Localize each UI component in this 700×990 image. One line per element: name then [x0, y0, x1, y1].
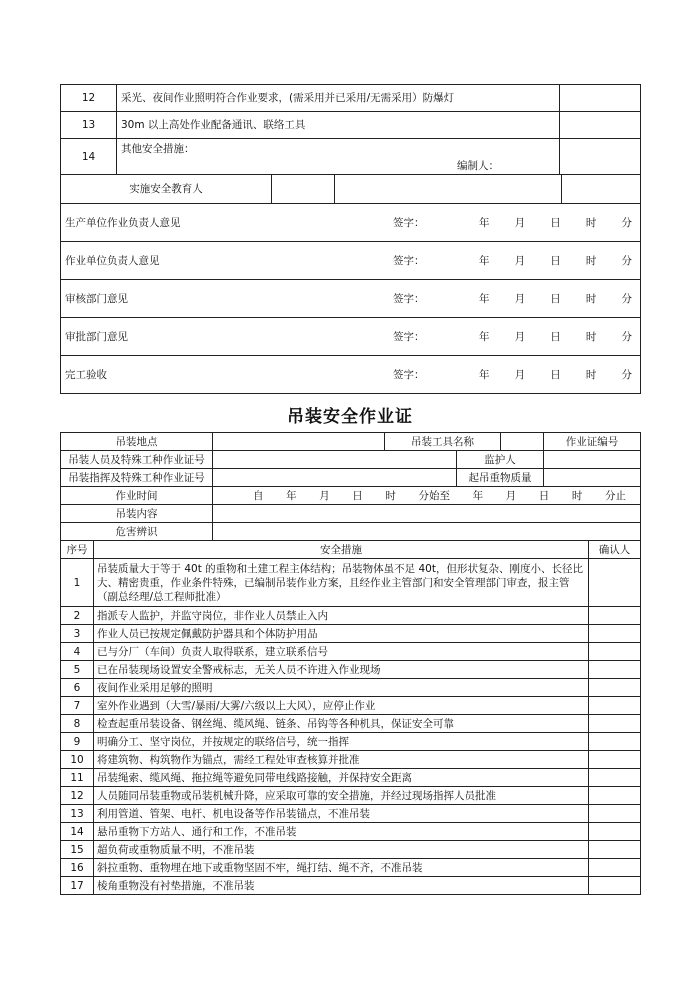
confirm-cell[interactable] [560, 112, 641, 139]
form-row-commander [61, 469, 641, 487]
row-number: 13 [61, 805, 94, 823]
confirm-cell[interactable] [589, 769, 641, 787]
row-number: 10 [61, 751, 94, 769]
personnel-label: 吊装人员及特殊工种作业证号 [61, 451, 213, 469]
measure-row-13 [61, 112, 641, 139]
confirm-cell[interactable] [589, 787, 641, 805]
form-row-hazard [61, 523, 641, 541]
measure-text: 已在吊装现场设置安全警戒标志，无关人员不许进入作业现场 [94, 661, 589, 679]
date-units: 年 月 日 时 分 [479, 330, 632, 343]
row-number: 14 [61, 823, 94, 841]
row-number: 2 [61, 607, 94, 625]
row-number: 7 [61, 697, 94, 715]
sign-row-approval [61, 318, 641, 356]
measure-text: 人员随同吊装重物或吊装机械升降，应采取可靠的安全措施，并经过现场指挥人员批准 [94, 787, 589, 805]
date-units: 年 月 日 时 分 [479, 368, 632, 381]
row-number: 15 [61, 841, 94, 859]
page-title: 吊装安全作业证 [287, 407, 413, 427]
confirm-cell[interactable] [589, 841, 641, 859]
measure-text: 吊装质量大于等于 40t 的重物和土建工程主体结构；吊装物体虽不足 40t，但形状复杂、刚度小、长径比大、精密贵重，作业条件特殊，已编制吊装作业方案，且经作业主管部门和安全管理部门审查，报主管（副总经理/总工程师批准） [94, 559, 589, 607]
row-number: 8 [61, 715, 94, 733]
guardian-field[interactable] [544, 451, 641, 469]
measures-header-row [61, 541, 641, 559]
measure-row-14 [61, 139, 641, 175]
educator-field-3[interactable] [562, 175, 640, 203]
measure-text: 作业人员已按规定佩戴防护器具和个体防护用品 [94, 625, 589, 643]
confirm-cell[interactable] [589, 751, 641, 769]
weight-field[interactable] [544, 469, 641, 487]
sign-row-label: 审批部门意见 [65, 330, 128, 343]
table-row [61, 607, 641, 625]
measure-text: 吊装绳索、缆风绳、拖拉绳等避免同带电线路接触，并保持安全距离 [94, 769, 589, 787]
row-number: 11 [61, 769, 94, 787]
table-row [61, 823, 641, 841]
signature-field[interactable]: 签字： [393, 368, 425, 381]
row-number: 9 [61, 733, 94, 751]
hazard-label: 危害辨识 [61, 523, 213, 541]
educator-field-2[interactable] [335, 175, 562, 203]
confirm-cell[interactable] [589, 877, 641, 895]
measure-text: 夜间作业采用足够的照明 [94, 679, 589, 697]
table-row [61, 751, 641, 769]
signature-field[interactable]: 签字： [393, 330, 425, 343]
row-number: 3 [61, 625, 94, 643]
table-row [61, 715, 641, 733]
row-number: 13 [61, 112, 117, 139]
header-no: 序号 [61, 541, 94, 559]
compiler-label: 编制人： [457, 160, 499, 172]
top-permit-table [60, 84, 641, 394]
time-field[interactable]: 自 年 月 日 时 分始至 年 月 日 时 分止 [213, 487, 641, 505]
confirm-cell[interactable] [560, 85, 641, 112]
table-row [61, 769, 641, 787]
sign-row-review [61, 280, 641, 318]
measure-text: 斜拉重物、重物埋在地下或重物坚固不牢，绳打结、绳不齐，不准吊装 [94, 859, 589, 877]
measure-text: 利用管道、管架、电杆、机电设备等作吊装锚点，不准吊装 [94, 805, 589, 823]
measure-text: 明确分工、坚守岗位，并按规定的联络信号，统一指挥 [94, 733, 589, 751]
guardian-label: 监护人 [457, 451, 544, 469]
row-number: 5 [61, 661, 94, 679]
measure-text: 指派专人监护，并监守岗位，非作业人员禁止入内 [94, 607, 589, 625]
row-number: 14 [61, 139, 117, 175]
educator-label: 实施安全教育人 [61, 175, 272, 203]
weight-label: 起吊重物质量 [457, 469, 544, 487]
measure-text: 将建筑物、构筑物作为锚点，需经工程处审查核算并批准 [94, 751, 589, 769]
measure-row-12 [61, 85, 641, 112]
table-row [61, 643, 641, 661]
confirm-cell[interactable] [560, 139, 641, 175]
permit-no-label: 作业证编号 [544, 433, 641, 451]
tool-label: 吊装工具名称 [385, 433, 501, 451]
form-row-time [61, 487, 641, 505]
header-confirm: 确认人 [589, 541, 641, 559]
confirm-cell[interactable] [589, 679, 641, 697]
table-row [61, 625, 641, 643]
commander-label: 吊装指挥及特殊工种作业证号 [61, 469, 213, 487]
measure-text: 检查起重吊装设备、钢丝绳、缆风绳、链条、吊钩等各种机具，保证安全可靠 [94, 715, 589, 733]
form-row-content [61, 505, 641, 523]
confirm-cell[interactable] [589, 697, 641, 715]
other-measures-label: 其他安全措施： [121, 143, 195, 155]
sign-row-completion [61, 356, 641, 394]
confirm-cell[interactable] [589, 733, 641, 751]
tool-field[interactable] [501, 433, 544, 451]
sign-row-work-unit [61, 242, 641, 280]
time-label: 作业时间 [61, 487, 213, 505]
measure-text: 悬吊重物下方站人、通行和工作，不准吊装 [94, 823, 589, 841]
table-row [61, 841, 641, 859]
header-measure: 安全措施 [94, 541, 589, 559]
commander-field[interactable] [213, 469, 457, 487]
table-row [61, 733, 641, 751]
educator-row [61, 175, 641, 204]
table-row [61, 787, 641, 805]
date-units: 年 月 日 时 分 [479, 216, 632, 229]
table-row [61, 859, 641, 877]
content-field[interactable] [213, 505, 641, 523]
row-number: 6 [61, 679, 94, 697]
educator-field-1[interactable] [272, 175, 335, 203]
row-number: 1 [61, 559, 94, 607]
row-number: 4 [61, 643, 94, 661]
measure-text: 已与分厂（车间）负责人取得联系，建立联系信号 [94, 643, 589, 661]
location-label: 吊装地点 [61, 433, 213, 451]
confirm-cell[interactable] [589, 859, 641, 877]
signature-field[interactable]: 签字： [393, 216, 425, 229]
confirm-cell[interactable] [589, 805, 641, 823]
form-row-location [61, 433, 641, 451]
row-number: 17 [61, 877, 94, 895]
measure-text: 室外作业遇到（大雪/暴雨/大雾/六级以上大风），应停止作业 [94, 697, 589, 715]
sign-row-production [61, 204, 641, 242]
lifting-permit-table [60, 432, 641, 895]
confirm-cell[interactable] [589, 643, 641, 661]
sign-row-label: 审核部门意见 [65, 292, 128, 305]
personnel-field[interactable] [213, 451, 457, 469]
date-units: 年 月 日 时 分 [479, 292, 632, 305]
row-number: 16 [61, 859, 94, 877]
sign-row-label: 生产单位作业负责人意见 [65, 216, 181, 229]
other-measures-cell[interactable] [117, 139, 560, 175]
measure-text: 棱角重物没有衬垫措施，不准吊装 [94, 877, 589, 895]
date-units: 年 月 日 时 分 [479, 254, 632, 267]
confirm-cell[interactable] [589, 607, 641, 625]
location-field[interactable] [213, 433, 385, 451]
confirm-cell[interactable] [589, 715, 641, 733]
row-number: 12 [61, 85, 117, 112]
measure-text: 30m 以上高处作业配备通讯、联络工具 [117, 112, 560, 139]
row-number: 12 [61, 787, 94, 805]
confirm-cell[interactable] [589, 625, 641, 643]
measure-text: 超负荷或重物质量不明，不准吊装 [94, 841, 589, 859]
table-row [61, 697, 641, 715]
form-row-personnel [61, 451, 641, 469]
measure-text: 采光、夜间作业照明符合作业要求，(需采用并已采用/无需采用）防爆灯 [117, 85, 560, 112]
signature-field[interactable]: 签字： [393, 254, 425, 267]
table-row [61, 559, 641, 607]
confirm-cell[interactable] [589, 661, 641, 679]
sign-row-label: 完工验收 [65, 368, 107, 381]
table-row [61, 661, 641, 679]
confirm-cell[interactable] [589, 823, 641, 841]
confirm-cell[interactable] [589, 559, 641, 607]
table-row [61, 805, 641, 823]
hazard-field[interactable] [213, 523, 641, 541]
table-row [61, 877, 641, 895]
content-label: 吊装内容 [61, 505, 213, 523]
table-row [61, 679, 641, 697]
signature-field[interactable]: 签字： [393, 292, 425, 305]
sign-row-label: 作业单位负责人意见 [65, 254, 160, 267]
